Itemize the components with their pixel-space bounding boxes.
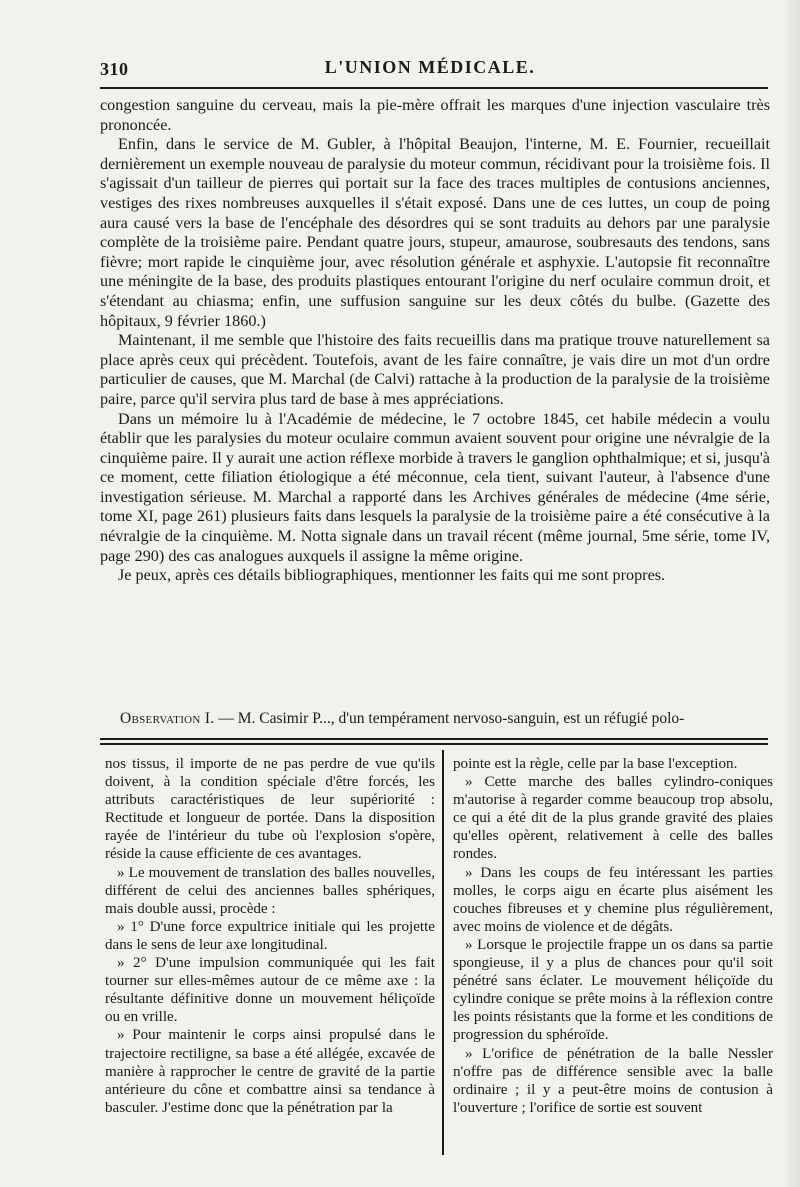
column-paragraph: » Dans les coups de feu intéressant les parties molles, le corps aigu en écarte plus aisément les couches fibreuses et y chemine plus régulièrement, avec moins de violence et de dégâts. (453, 864, 773, 935)
column-separator (442, 750, 444, 1155)
page-header (100, 55, 760, 85)
column-paragraph: nos tissus, il importe de ne pas perdre de vue qu'ils doivent, à la condition spéciale d'être forcés, les attributs caractéristiques de leur supériorité : Rectitude et longueur de portée. Dans la disposition rayée de l'intérieur du tube où l'explosion s'opère, réside la cause efficiente de ces avantages. (105, 756, 435, 863)
main-text-block (100, 96, 770, 586)
observation-text: — M. Casimir P..., d'un tempérament nervoso-sanguin, est un réfugié polo- (214, 710, 685, 727)
header-rule (100, 87, 768, 89)
column-paragraph: » 2° D'une impulsion communiquée qui les fait tourner sur elles-mêmes autour de ce même axe : la résultante définitive donne un mouvement héliçoïde ou en vrille. (105, 955, 435, 1026)
main-paragraph: Dans un mémoire lu à l'Académie de médecine, le 7 octobre 1845, cet habile médecin a voulu établir que les paralysies du moteur oculaire commun avaient souvent pour origine une névralgie de la cinquième paire. Il y aurait une action réflexe morbide à travers le ganglion ophthalmique; et si, jusqu'à ce moment, cette filiation étiologique a été méconnue, cela tient, suivant l'auteur, à l'absence d'une investigation sérieuse. M. Marchal a rapporté dans les Archives générales de médecine (4me série, tome XI, page 261) plusieurs faits dans lesquels la paralysie de la troisième paire a été consécutive à la névralgie de la cinquième. M. Notta signale dans un travail récent (même journal, 5me série, tome IV, page 290) des cas analogues auxquels il assigne la même origine. (100, 409, 770, 565)
section-rule (100, 738, 768, 740)
main-paragraph: Maintenant, il me semble que l'histoire des faits recueillis dans ma pratique trouve naturellement sa place après ceux qui précèdent. Toutefois, avant de les faire connaître, je vais dire un mot d'un ordre particulier de causes, que M. Marchal (de Calvi) rattache à la production de la paralysie de la troisième paire, parce qu'il servira plus tard de base à mes appréciations. (100, 331, 770, 408)
column-paragraph: » Pour maintenir le corps ainsi propulsé dans le trajectoire rectiligne, sa base a été allégée, excavée de manière à rapprocher le centre de gravité de la partie antérieure du cône et combattre ainsi sa tendance à basculer. J'estime donc que la pénétration par la (105, 1027, 435, 1116)
column-paragraph: » L'orifice de pénétration de la balle Nessler n'offre pas de différence sensible avec la balle ordinaire ; il y a peut-être moins de contusion à l'ouverture ; l'orifice de sortie est souvent (453, 1045, 773, 1116)
observation-label: Observation I. (120, 710, 215, 727)
column-paragraph: pointe est la règle, celle par la base l'exception. (453, 756, 738, 772)
column-paragraph: » Lorsque le projectile frappe un os dans sa partie spongieuse, il y a plus de chances pour qu'il soit pénétré sans éclater. Le mouvement héliçoïde du cylindre conique se prête moins à la réflexion contre les points résistants que la forme et les conditions de progression du sphéroïde. (453, 936, 773, 1044)
left-column (105, 755, 435, 1117)
observation-line (120, 710, 770, 728)
main-paragraph: Je peux, après ces détails bibliographiques, mentionner les faits qui me sont propres. (118, 566, 666, 585)
section-rule (100, 743, 768, 745)
main-paragraph: congestion sanguine du cerveau, mais la pie-mère offrait les marques d'une injection vasculaire très prononcée. (100, 96, 770, 134)
column-paragraph: » 1° D'une force expultrice initiale qui les projette dans le sens de leur axe longitudinal. (105, 918, 435, 953)
column-paragraph: » Cette marche des balles cylindro-coniques m'autorise à regarder comme beaucoup trop absolu, ce qui a été dit de la plus grande gravité des plaies qu'elles opèrent, relativement à celle des balles rondes. (453, 774, 773, 863)
running-title: L'UNION MÉDICALE. (324, 57, 536, 77)
column-paragraph: » Le mouvement de translation des balles nouvelles, différent de celui des anciennes balles sphériques, mais double aussi, procède : (105, 864, 435, 917)
page-number: 310 (100, 59, 129, 79)
paper-edge-shadow (782, 0, 800, 1187)
right-column (453, 755, 773, 1117)
main-paragraph: Enfin, dans le service de M. Gubler, à l'hôpital Beaujon, l'interne, M. E. Fournier, recueillait dernièrement un exemple nouveau de paralysie du moteur commun, récidivant pour la troisième fois. Il s'agissait d'un tailleur de pierres qui portait sur la face des traces multiples de contusions anciennes, vestiges des rixes nombreuses auxquelles il s'était exposé. Dans une de ces luttes, un coup de poing aura causé vers la base de l'encéphale des désordres qui se sont traduits au dehors par une paralysie complète de la troisième paire. Pendant quatre jours, stupeur, amaurose, soubresauts des tendons, sans fièvre; mort rapide le cinquième jour, avec résolution générale et asphyxie. L'autopsie fit reconnaître une méningite de la base, des produits plastiques entourant l'origine du nerf oculaire commun droit, et s'étendant au chiasma; enfin, une suffusion sanguine sur les deux côtés du bulbe. (Gazette des hôpitaux, 9 février 1860.) (100, 135, 770, 330)
